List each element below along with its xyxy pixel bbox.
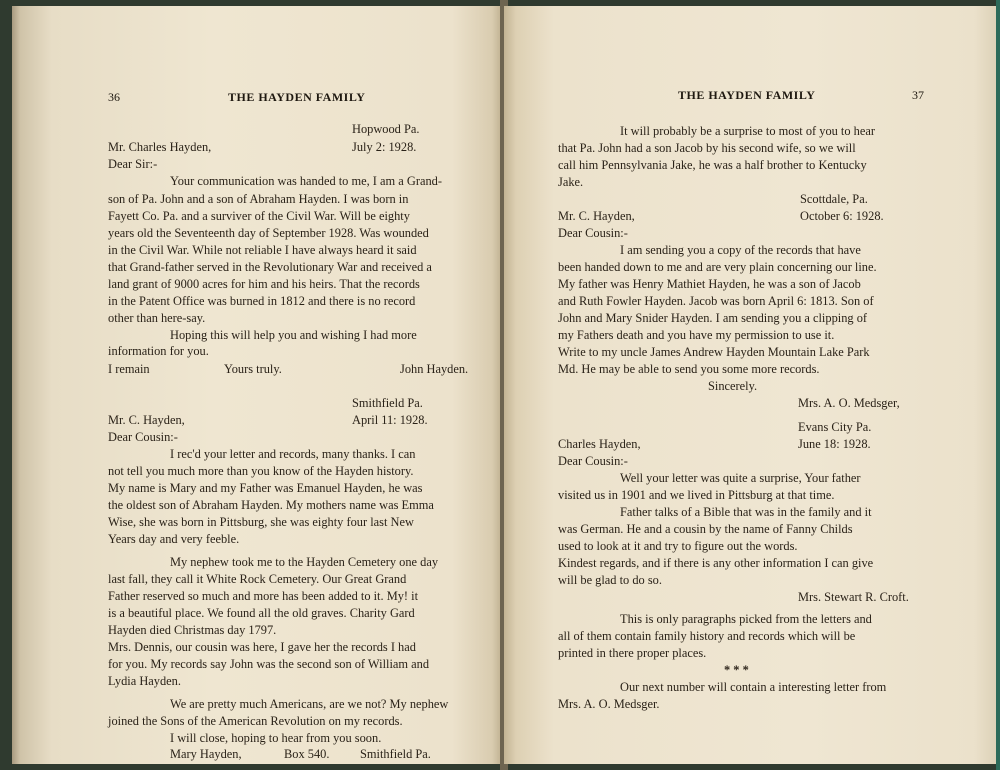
letter2-date: April 11: 1928.	[352, 413, 428, 427]
letter1-yours: Yours truly.	[224, 362, 282, 376]
intro-line: It will probably be a surprise to most of you to hear	[620, 124, 875, 138]
letter2-line: We are pretty much Americans, are we not? My nephew	[170, 697, 449, 711]
letter2-line: not tell you much more than you know of the Hayden history.	[108, 464, 414, 478]
letter3-close: Sincerely.	[708, 379, 758, 393]
letter2-signature-box: Box 540.	[284, 747, 330, 761]
letter2-line: Mrs. Dennis, our cousin was here, I gave her the records I had	[108, 640, 416, 654]
letter4-salutation: Dear Cousin:-	[558, 454, 628, 468]
letter3-line: Md. He may be able to send you some more records.	[558, 362, 820, 376]
letter1-recipient: Mr. Charles Hayden,	[108, 140, 212, 154]
next-line: Our next number will contain a interesting letter from	[620, 680, 887, 694]
letter1-date: July 2: 1928.	[352, 140, 417, 154]
letter1-line: Hoping this will help you and wishing I had more	[170, 328, 417, 342]
letter1-line: information for you.	[108, 344, 209, 358]
letter4-line: was German. He and a cousin by the name of Fanny Childs	[558, 522, 853, 536]
letter1-salutation: Dear Sir:-	[108, 157, 158, 171]
letter3-line: been handed down to me and are very plain concerning our line.	[558, 260, 877, 274]
letter2-line: I will close, hoping to hear from you soon.	[170, 731, 382, 745]
letter2-line: the oldest son of Abraham Hayden. My mothers name was Emma	[108, 498, 434, 512]
outro-line: all of them contain family history and records which will be	[558, 629, 856, 643]
right-page-number: 37	[912, 88, 924, 102]
letter1-signature: John Hayden.	[400, 362, 469, 376]
letter2-line: is a beautiful place. We found all the old graves. Charity Gard	[108, 606, 415, 620]
letter1-line: in the Patent Office was burned in 1812 and there is no record	[108, 294, 416, 308]
letter4-line: visited us in 1901 and we lived in Pittsburg at that time.	[558, 488, 835, 502]
letter2-line: for you. My records say John was the second son of William and	[108, 657, 430, 671]
letter2-line: last fall, they call it White Rock Cemetery. Our Great Grand	[108, 572, 407, 586]
letter1-line: land grant of 9000 acres for him and his heirs. That the records	[108, 277, 420, 291]
letter1-line: years old the Seventeenth day of September 1928. Was wounded	[108, 226, 429, 240]
letter1-line: in the Civil War. While not reliable I have always heard it said	[108, 243, 417, 257]
letter1-close: I remain	[108, 362, 150, 376]
intro-line: Jake.	[558, 175, 584, 189]
letter2-line: My nephew took me to the Hayden Cemetery one day	[170, 555, 439, 569]
letter2-line: Hayden died Christmas day 1797.	[108, 623, 277, 637]
left-running-title: THE HAYDEN FAMILY	[228, 90, 366, 104]
letter3-line: My father was Henry Mathiet Hayden, he was a son of Jacob	[558, 277, 861, 291]
letter4-place: Evans City Pa.	[798, 420, 872, 434]
letter4-line: will be glad to do so.	[558, 573, 662, 587]
letter3-recipient: Mr. C. Hayden,	[558, 209, 635, 223]
letter3-line: Write to my uncle James Andrew Hayden Mountain Lake Park	[558, 345, 870, 359]
letter2-place: Smithfield Pa.	[352, 396, 423, 410]
letter1-line: Fayett Co. Pa. and a surviver of the Civil War. Will be eighty	[108, 209, 410, 223]
outro-line: printed in there proper places.	[558, 646, 707, 660]
letter4-line: used to look at it and try to figure out the words.	[558, 539, 798, 553]
letter3-line: John and Mary Snider Hayden. I am sending you a clipping of	[558, 311, 868, 325]
letter4-line: Well your letter was quite a surprise, Your father	[620, 471, 861, 485]
letter4-recipient: Charles Hayden,	[558, 437, 641, 451]
right-running-title: THE HAYDEN FAMILY	[678, 88, 816, 102]
letter3-date: October 6: 1928.	[800, 209, 884, 223]
letter4-signature: Mrs. Stewart R. Croft.	[798, 590, 909, 604]
letter4-date: June 18: 1928.	[798, 437, 871, 451]
letter2-line: Years day and very feeble.	[108, 532, 240, 546]
letter3-place: Scottdale, Pa.	[800, 192, 868, 206]
letter2-line: Wise, she was born in Pittsburg, she was eighty four last New	[108, 515, 414, 529]
letter1-line: son of Pa. John and a son of Abraham Hayden. I was born in	[108, 192, 409, 206]
letter2-line: Father reserved so much and more has been added to it. My! it	[108, 589, 419, 603]
left-page	[12, 6, 502, 764]
letter1-place: Hopwood Pa.	[352, 122, 420, 136]
right-page	[504, 6, 996, 764]
letter3-line: I am sending you a copy of the records that have	[620, 243, 861, 257]
left-page-number: 36	[108, 90, 120, 104]
intro-line: that Pa. John had a son Jacob by his second wife, so we will	[558, 141, 856, 155]
letter2-line: I rec'd your letter and records, many thanks. I can	[170, 447, 416, 461]
letter1-line: Your communication was handed to me, I am a Grand-	[170, 174, 442, 188]
letter2-line: Lydia Hayden.	[108, 674, 181, 688]
letter2-line: My name is Mary and my Father was Emanuel Hayden, he was	[108, 481, 423, 495]
letter3-line: my Fathers death and you have my permission to use it.	[558, 328, 835, 342]
intro-line: call him Pennsylvania Jake, he was a half brother to Kentucky	[558, 158, 867, 172]
letter1-line: that Grand-father served in the Revolutionary War and received a	[108, 260, 432, 274]
next-line: Mrs. A. O. Medsger.	[558, 697, 660, 711]
letter4-line: Kindest regards, and if there is any other information I can give	[558, 556, 874, 570]
letter3-signature: Mrs. A. O. Medsger,	[798, 396, 900, 410]
letter3-salutation: Dear Cousin:-	[558, 226, 628, 240]
section-separator: * * *	[724, 663, 749, 677]
letter2-salutation: Dear Cousin:-	[108, 430, 178, 444]
letter2-recipient: Mr. C. Hayden,	[108, 413, 185, 427]
letter3-line: and Ruth Fowler Hayden. Jacob was born April 6: 1813. Son of	[558, 294, 874, 308]
cover-edge	[996, 0, 1000, 770]
outro-line: This is only paragraphs picked from the letters and	[620, 612, 872, 626]
letter2-line: joined the Sons of the American Revolution on my records.	[108, 714, 403, 728]
letter1-line: other than here-say.	[108, 311, 206, 325]
letter2-signature-name: Mary Hayden,	[170, 747, 242, 761]
letter2-signature-place: Smithfield Pa.	[360, 747, 431, 761]
letter4-line: Father talks of a Bible that was in the family and it	[620, 505, 872, 519]
